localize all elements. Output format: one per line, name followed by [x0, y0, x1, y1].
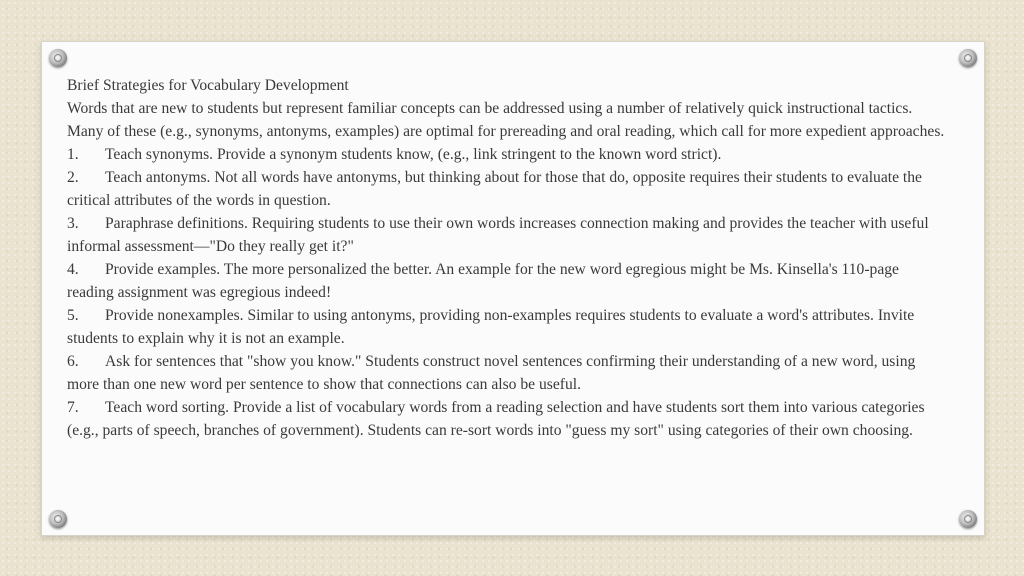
list-item-text: Ask for sentences that "show you know." Students construct novel sentences confirming their understanding of a new word, using more than one new word per sentence to show that connections can also be useful.	[67, 353, 916, 393]
list-item-number: 3.	[67, 215, 79, 232]
list-item	[67, 143, 947, 166]
page-title: Brief Strategies for Vocabulary Development	[67, 77, 349, 94]
list-item-number: 4.	[67, 261, 79, 278]
text-body	[67, 74, 947, 442]
list-item	[67, 396, 947, 442]
list-item-text: Provide nonexamples. Similar to using antonyms, providing non-examples requires students to evaluate a word's attributes. Invite students to explain why it is not an example.	[67, 307, 915, 347]
list-item	[67, 258, 947, 304]
list-item-text: Teach word sorting. Provide a list of vocabulary words from a reading selection and have students sort them into various categories (e.g., parts of speech, branches of government). Students can re-sort words into "guess my sort" using categories of their own choosing.	[67, 399, 925, 439]
list-item-number: 7.	[67, 399, 79, 416]
list-item-text: Provide examples. The more personalized the better. An example for the new word egregious might be Ms. Kinsella's 110-page reading assignment was egregious indeed!	[67, 261, 899, 301]
list-item-number: 2.	[67, 169, 79, 186]
content-card	[41, 41, 985, 536]
pin-icon	[959, 510, 977, 528]
list-item	[67, 166, 947, 212]
list-item	[67, 350, 947, 396]
list-item	[67, 304, 947, 350]
list-item-number: 1.	[67, 146, 79, 163]
list-item-number: 5.	[67, 307, 79, 324]
list-item-number: 6.	[67, 353, 79, 370]
pin-icon	[959, 49, 977, 67]
list-item-text: Teach synonyms. Provide a synonym students know, (e.g., link stringent to the known word strict).	[105, 146, 722, 163]
intro-paragraph: Words that are new to students but represent familiar concepts can be addressed using a number of relatively quick instructional tactics. Many of these (e.g., synonyms, antonyms, examples) are optimal for prereading and oral reading, which call for more expedient approaches.	[67, 100, 945, 140]
pin-icon	[49, 49, 67, 67]
list-item-text: Paraphrase definitions. Requiring students to use their own words increases connection making and provides the teacher with useful informal assessment—"Do they really get it?"	[67, 215, 929, 255]
list-item	[67, 212, 947, 258]
list-item-text: Teach antonyms. Not all words have antonyms, but thinking about for those that do, opposite requires their students to evaluate the critical attributes of the words in question.	[67, 169, 922, 209]
pin-icon	[49, 510, 67, 528]
